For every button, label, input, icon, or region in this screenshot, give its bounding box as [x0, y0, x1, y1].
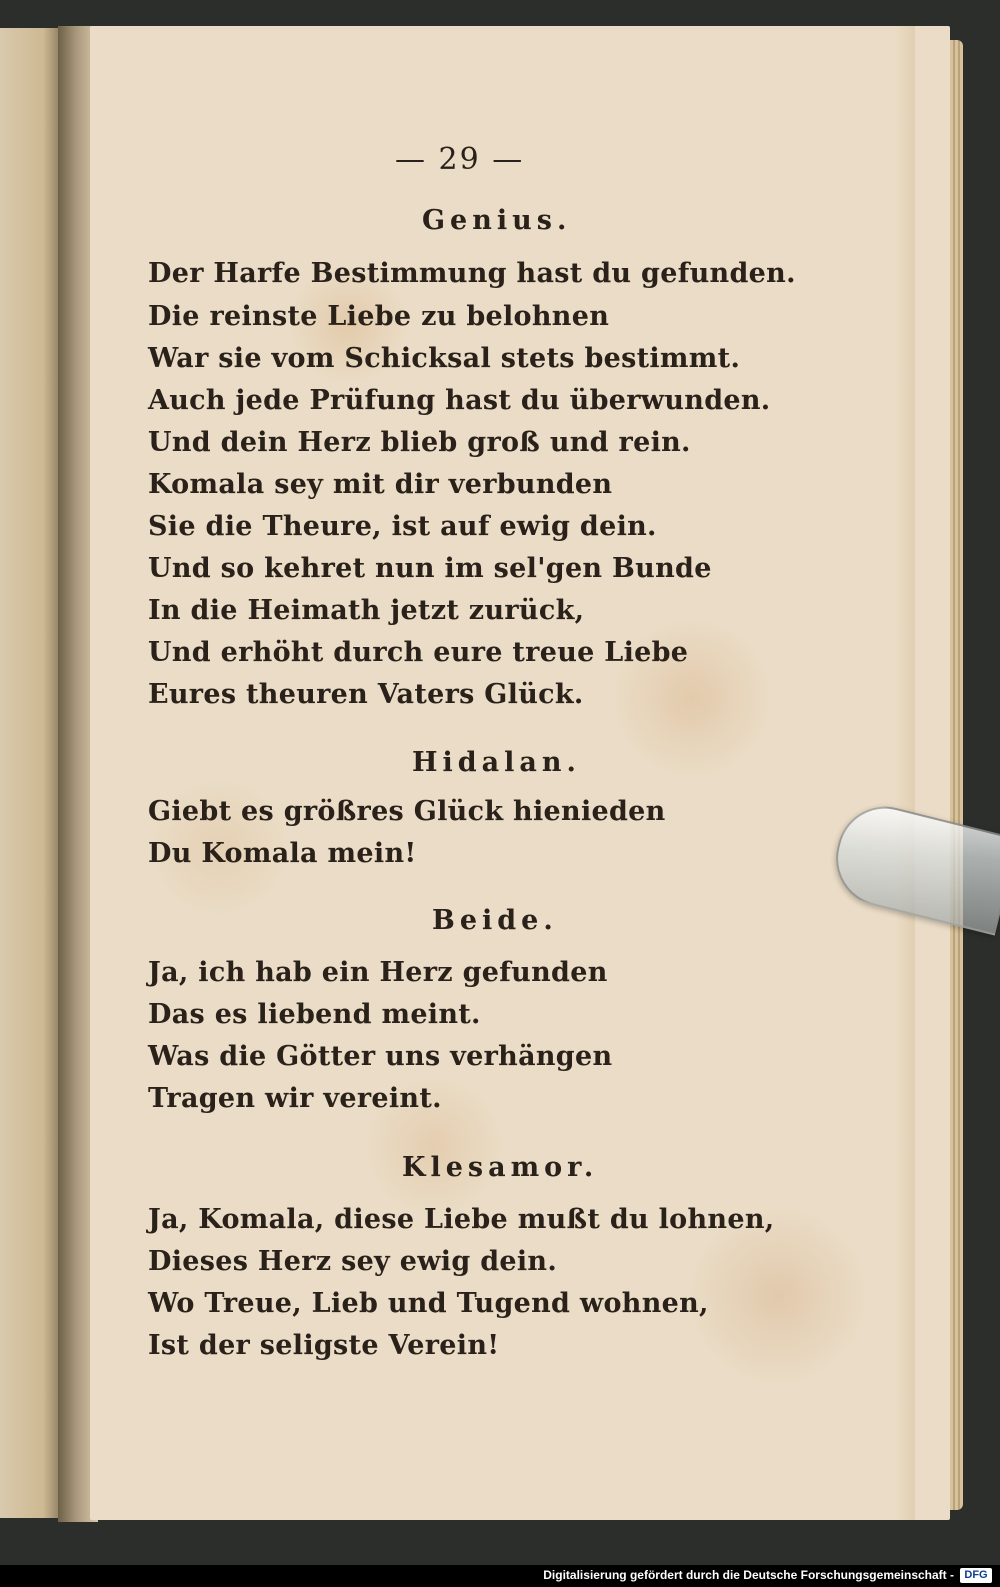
- verse-line: Komala sey mit dir verbunden: [148, 469, 613, 500]
- funding-notice: Digitalisierung gefördert durch die Deutsche Forschungsgemeinschaft -: [543, 1568, 954, 1582]
- verse-line: Dieses Herz sey ewig dein.: [148, 1246, 558, 1277]
- verse-line: Du Komala mein!: [148, 838, 417, 869]
- verse-line: Ja, Komala, diese Liebe mußt du lohnen,: [148, 1204, 775, 1235]
- dfg-logo-icon: DFG: [960, 1568, 992, 1583]
- speaker-heading: Klesamor.: [402, 1152, 599, 1183]
- verse-line: Ja, ich hab ein Herz gefunden: [148, 957, 608, 988]
- speaker-heading: Hidalan.: [412, 747, 581, 778]
- page-number: — 29 —: [395, 142, 525, 177]
- verse-line: Eures theuren Vaters Glück.: [148, 679, 584, 710]
- verse-line: Das es liebend meint.: [148, 999, 481, 1030]
- verse-line: Giebt es größres Glück hienieden: [148, 796, 666, 827]
- verse-line: Sie die Theure, ist auf ewig dein.: [148, 511, 657, 542]
- speaker-heading: Genius.: [422, 205, 572, 236]
- verse-line: Und erhöht durch eure treue Liebe: [148, 637, 689, 668]
- verse-line: Und dein Herz blieb groß und rein.: [148, 427, 691, 458]
- left-page-edge: [0, 28, 62, 1518]
- verse-line: Und so kehret nun im sel'gen Bunde: [148, 553, 712, 584]
- verse-line: In die Heimath jetzt zurück,: [148, 595, 585, 626]
- verse-line: Tragen wir vereint.: [148, 1083, 442, 1114]
- verse-line: Wo Treue, Lieb und Tugend wohnen,: [148, 1288, 709, 1319]
- verse-line: Die reinste Liebe zu belohnen: [148, 301, 610, 332]
- verse-line: Auch jede Prüfung hast du überwunden.: [148, 385, 771, 416]
- verse-line: War sie vom Schicksal stets bestimmt.: [148, 343, 741, 374]
- verse-line: Was die Götter uns verhängen: [148, 1041, 613, 1072]
- page-right-margin: [895, 26, 915, 1520]
- verse-line: Ist der seligste Verein!: [148, 1330, 500, 1361]
- verse-line: Der Harfe Bestimmung hast du gefunden.: [148, 258, 796, 289]
- speaker-heading: Beide.: [432, 905, 558, 936]
